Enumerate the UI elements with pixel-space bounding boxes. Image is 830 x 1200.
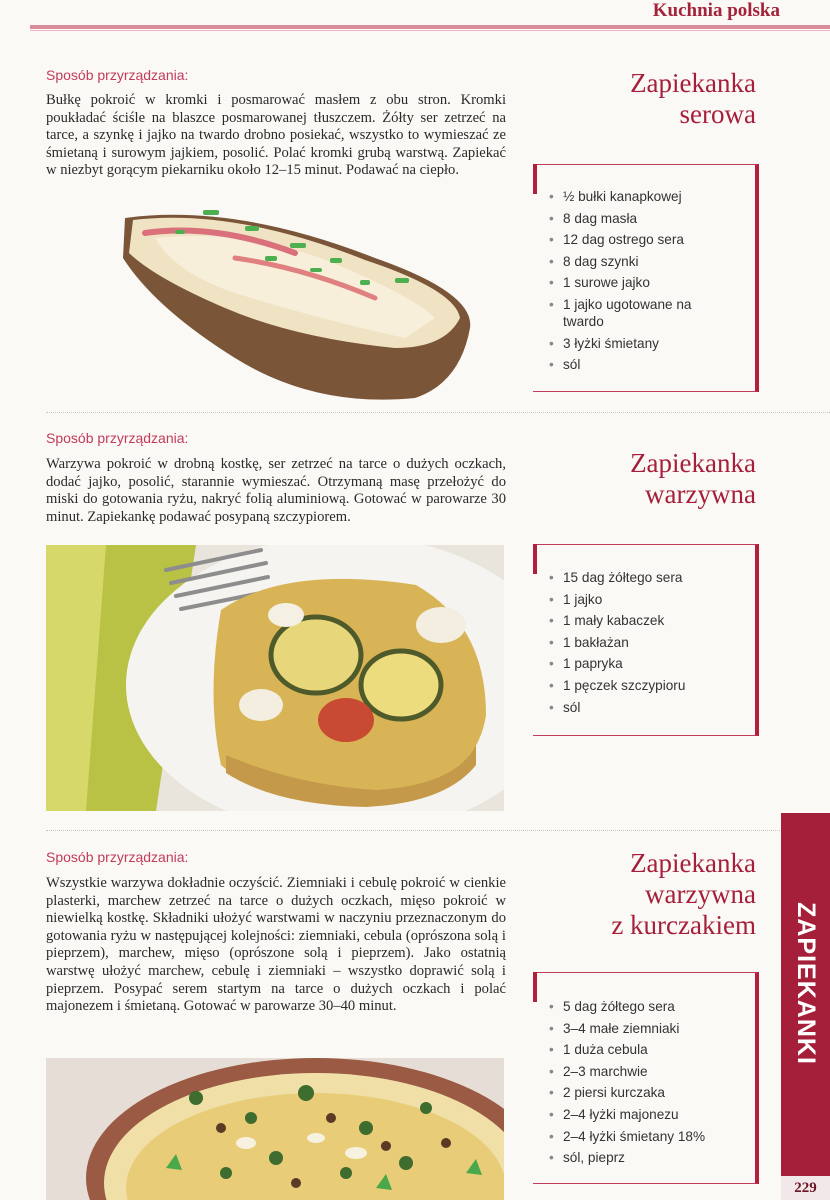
header-rule xyxy=(30,25,830,29)
ingredient-item: • 2–4 łyżki śmietany 18% xyxy=(549,1128,755,1145)
header-rule-thin xyxy=(30,30,830,31)
method-label: Sposób przyrządzania: xyxy=(46,430,189,446)
chapter-label: ZAPIEKANKI xyxy=(792,901,821,1065)
recipe-title xyxy=(630,448,756,510)
vegetable-casserole-photo xyxy=(46,545,504,811)
ingredients-box xyxy=(533,544,759,736)
ingredient-item: • 2 piersi kurczaka xyxy=(549,1084,755,1101)
method-label: Sposób przyrządzania: xyxy=(46,849,189,865)
ingredient-item: • 1 pęczek szczypioru xyxy=(549,677,755,694)
ingredient-item: • sól, pieprz xyxy=(549,1149,755,1166)
ingredient-item: • 15 dag żółtego sera xyxy=(549,569,755,586)
recipe-title xyxy=(611,848,756,941)
ingredient-item: • sól xyxy=(549,699,755,716)
ingredient-item: • 8 dag szynki xyxy=(549,253,755,270)
ingredient-item: • 3 łyżki śmietany xyxy=(549,335,755,352)
recipe-title-line: z kurczakiem xyxy=(611,910,756,940)
recipe-divider xyxy=(46,412,830,413)
ingredient-item: • 12 dag ostrego sera xyxy=(549,231,755,248)
ingredient-item: • ½ bułki kanapkowej xyxy=(549,188,755,205)
book-section-title: Kuchnia polska xyxy=(652,0,780,21)
ingredient-item: • 1 surowe jajko xyxy=(549,274,755,291)
page-number: 229 xyxy=(781,1176,830,1200)
ingredients-box xyxy=(533,164,759,392)
ingredient-item: • 2–4 łyżki majonezu xyxy=(549,1106,755,1123)
recipe-title-line: warzywna xyxy=(645,879,756,909)
ingredients-box xyxy=(533,972,759,1184)
method-text: Warzywa pokroić w drobną kostkę, ser zetrzeć na tarce o dużych oczkach, dodać jajko, posolić, starannie wymieszać. Otrzymaną masę przełożyć do miski do gotowania ryżu, nakryć folią aluminiową. Gotować w parowarze 30 minut. Zapiekankę podawać posypaną szczypiorem. xyxy=(46,456,506,525)
ingredient-item: • 2–3 marchwie xyxy=(549,1063,755,1080)
cheese-toast-photo xyxy=(115,198,485,408)
ingredient-item: • 1 jajko xyxy=(549,591,755,608)
recipe-title xyxy=(630,68,756,130)
recipe-title-line: warzywna xyxy=(645,479,756,509)
method-text: Bułkę pokroić w kromki i posmarować masłem z obu stron. Kromki poukładać ściśle na blaszce posmarowanej tłuszczem. Żółty ser zetrzeć na tarce, a szynkę i jajko na twardo drobno posiekać, wszystko to wymieszać ze śmietaną i surowym jajkiem, posolić. Polać kromki grubą warstwą. Zapiekać w niezbyt gorącym piekarniku około 12–15 minut. Podawać na ciepło. xyxy=(46,92,506,179)
ingredient-item: • 1 papryka xyxy=(549,655,755,672)
ingredient-item: • 8 dag masła xyxy=(549,210,755,227)
ingredient-item: • 5 dag żółtego sera xyxy=(549,998,755,1015)
ingredient-item: • 1 duża cebula xyxy=(549,1041,755,1058)
ingredient-item: • 1 jajko ugotowane na twardo xyxy=(549,296,698,330)
recipe-title-line: serowa xyxy=(679,99,756,129)
ingredient-item: • 3–4 małe ziemniaki xyxy=(549,1020,755,1037)
recipe-title-line: Zapiekanka xyxy=(630,68,756,98)
ingredient-item: • sól xyxy=(549,356,755,373)
method-text: Wszystkie warzywa dokładnie oczyścić. Ziemniaki i cebulę pokroić w cienkie plasterki, marchew zetrzeć na tarce o dużych oczkach, mięso pokroić w niewielką kostkę. Składniki ułożyć warstwami w naczyniu przeznaczonym do gotowania ryżu w następującej kolejności: ziemniaki, cebula (oprószona solą i pieprzem), marchew, mięso (oprószone solą i pieprzem). Jako ostatnią warstwę ułożyć marchew, cebulę i ziemniaki – wszystko doprawić solą i pieprzem. Posypać serem startym na tarce o dużych oczkach i polać majonezem i śmietaną. Gotować w parowarze 30–40 minut. xyxy=(46,875,506,1015)
method-label: Sposób przyrządzania: xyxy=(46,67,189,83)
recipe-title-line: Zapiekanka xyxy=(630,848,756,878)
recipe-title-line: Zapiekanka xyxy=(630,448,756,478)
chicken-casserole-photo xyxy=(46,1058,504,1200)
recipe-divider xyxy=(46,830,830,831)
ingredient-item: • 1 mały kabaczek xyxy=(549,612,755,629)
ingredient-item: • 1 bakłażan xyxy=(549,634,755,651)
chapter-side-tab xyxy=(781,813,830,1200)
